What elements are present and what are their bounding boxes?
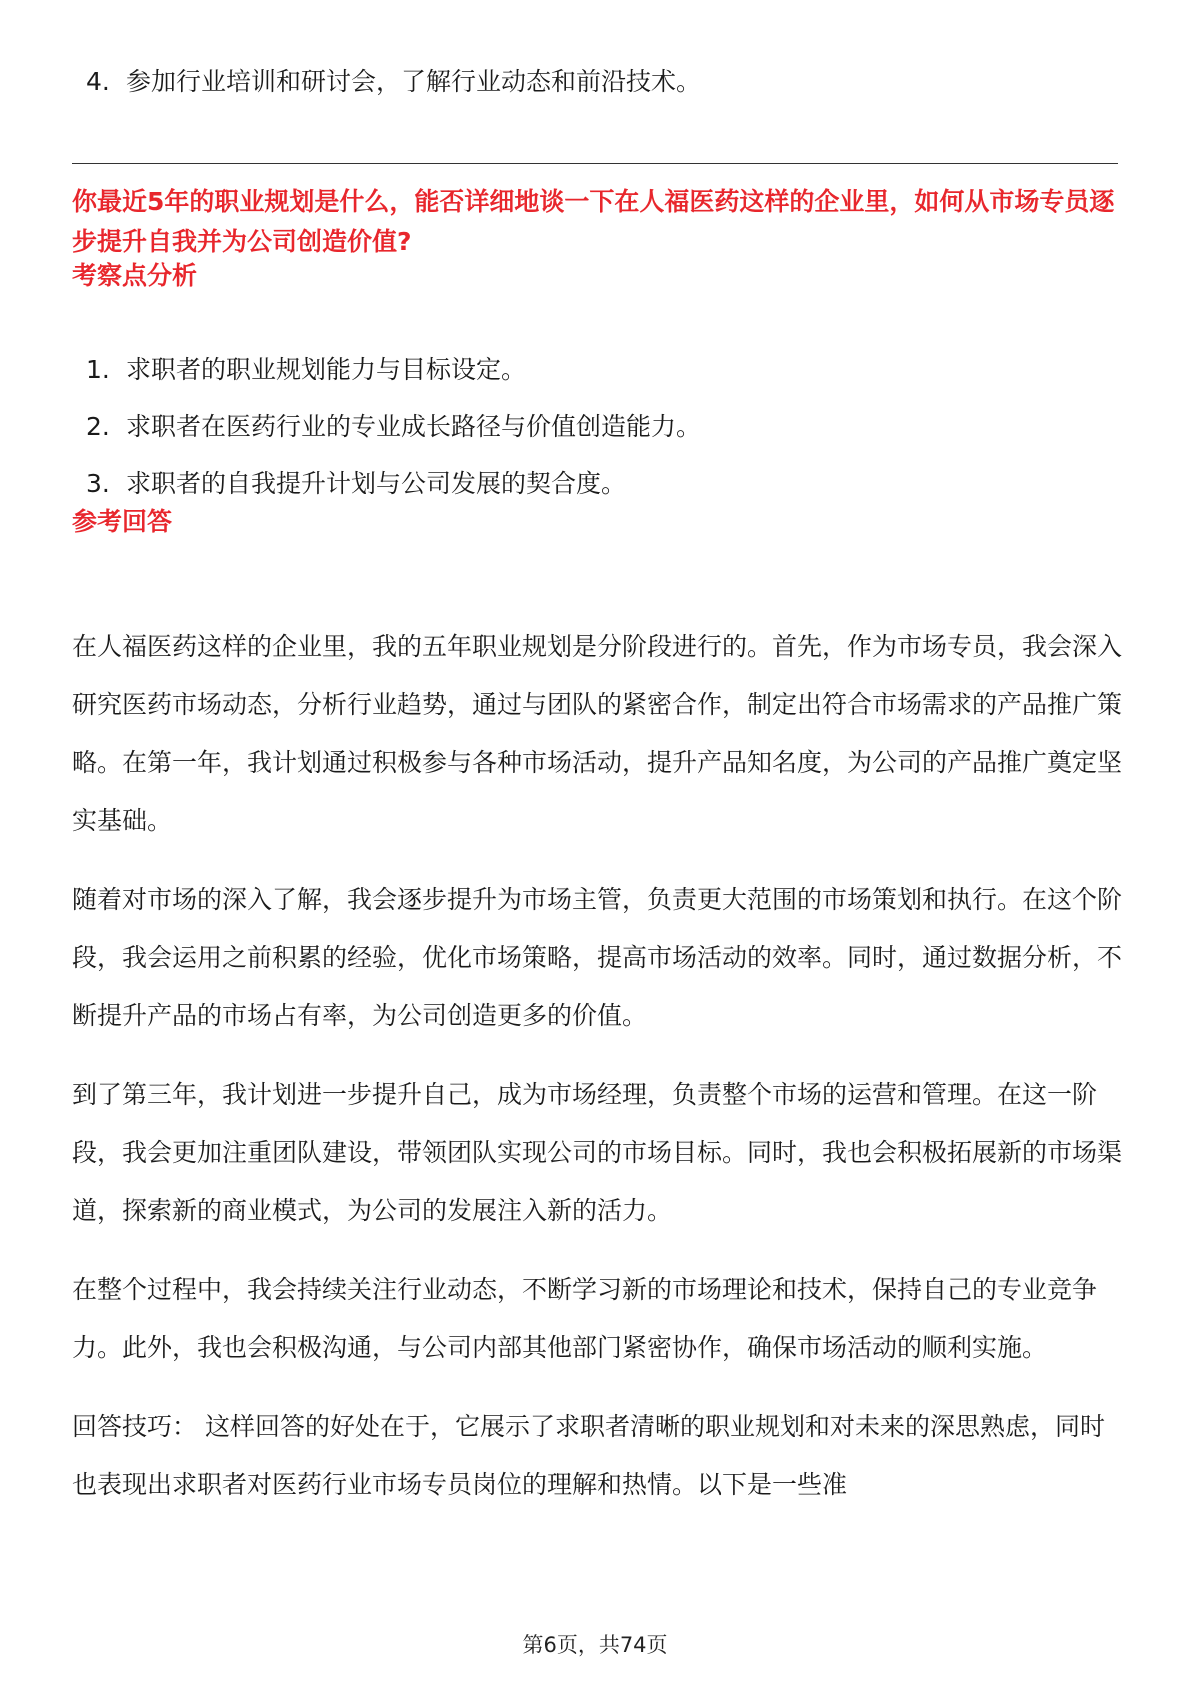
page-number-footer: 第6页，共74页 xyxy=(522,1633,668,1657)
answer-paragraph: 随着对市场的深入了解，我会逐步提升为市场主管，负责更大范围的市场策划和执行。在这个阶段，我会运用之前积累的经验，优化市场策略，提高市场活动的效率。同时，通过数据分析，不断提升产品的市场占有率，为公司创造更多的价值。 xyxy=(72,885,1123,1030)
answer-heading: 参考回答 xyxy=(72,507,173,536)
list-item-text: 求职者的职业规划能力与目标设定。 xyxy=(126,355,527,384)
list-item xyxy=(86,62,701,102)
answer-paragraph: 在整个过程中，我会持续关注行业动态，不断学习新的市场理论和技术，保持自己的专业竞争力。此外，我也会积极沟通，与公司内部其他部门紧密协作，确保市场活动的顺利实施。 xyxy=(72,1275,1098,1362)
answer-paragraph: 在人福医药这样的企业里，我的五年职业规划是分阶段进行的。首先，作为市场专员，我会深入研究医药市场动态，分析行业趋势，通过与团队的紧密合作，制定出符合市场需求的产品推广策略。在第一年，我计划通过积极参与各种市场活动，提升产品知名度，为公司的产品推广奠定坚实基础。 xyxy=(72,632,1123,835)
list-item-text: 求职者在医药行业的专业成长路径与价值创造能力。 xyxy=(126,412,702,441)
list-item xyxy=(86,464,701,504)
answer-paragraph: 到了第三年，我计划进一步提升自己，成为市场经理，负责整个市场的运营和管理。在这一阶段，我会更加注重团队建设，带领团队实现公司的市场目标。同时，我也会积极拓展新的市场渠道，探索新的商业模式，为公司的发展注入新的活力。 xyxy=(72,1080,1123,1225)
list-item-text: 求职者的自我提升计划与公司发展的契合度。 xyxy=(126,469,627,498)
list-item xyxy=(86,407,701,447)
answer-body xyxy=(72,618,1128,1535)
list-item-text: 参加行业培训和研讨会，了解行业动态和前沿技术。 xyxy=(126,67,702,96)
analysis-list xyxy=(86,350,701,521)
question-title: 你最近5年的职业规划是什么，能否详细地谈一下在人福医药这样的企业里，如何从市场专员逐步提升自我并为公司创造价值? xyxy=(72,187,1115,256)
list-item xyxy=(86,350,701,390)
list-item-number: 3. xyxy=(86,469,110,498)
answer-tips-paragraph: 回答技巧： 这样回答的好处在于，它展示了求职者清晰的职业规划和对未来的深思熟虑，同时也表现出求职者对医药行业市场专员岗位的理解和热情。以下是一些准 xyxy=(72,1412,1105,1499)
list-item-number: 2. xyxy=(86,412,110,441)
analysis-heading: 考察点分析 xyxy=(72,261,198,290)
list-item-number: 4. xyxy=(86,67,110,96)
section-divider xyxy=(72,163,1118,164)
list-item-number: 1. xyxy=(86,355,110,384)
